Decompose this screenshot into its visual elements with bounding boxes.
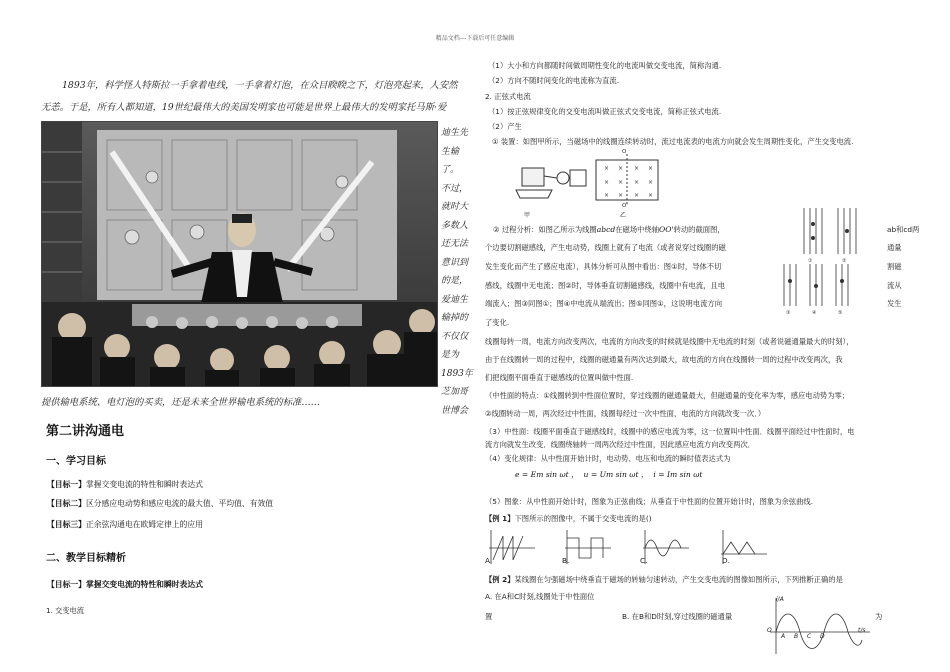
- para: 们把线圈平面垂直于磁感线的位置叫做中性面.: [485, 373, 634, 382]
- side-line: 不过，: [441, 183, 469, 194]
- svg-text:×: ×: [634, 192, 640, 199]
- goal-2: [47, 498, 273, 509]
- example-text: 某线圈在匀强磁场中绕垂直于磁场的转轴匀速转动，产生交变电流的图像如图所示，下列推断正确的是: [514, 575, 843, 584]
- goal-text: 正余弦沟通电在欧姆定律上的应用: [85, 520, 203, 529]
- instantaneous-formula: e = Em sin ωt ， u = Um sin ωt ， i = Im sin ωt: [515, 470, 703, 479]
- svg-text:×: ×: [648, 165, 654, 172]
- para: 2. 正弦式电流: [485, 92, 531, 101]
- side-line: 的是，: [441, 276, 469, 286]
- axis-label-o: O: [622, 149, 627, 155]
- side-word: 发生: [887, 299, 902, 308]
- svg-text:×: ×: [618, 179, 624, 186]
- axis-label-o-prime: O': [622, 203, 628, 209]
- example-2-option-b-cont: 为: [875, 612, 883, 621]
- intro-line-2: 无恙。于是，所有人都知道，19世纪最伟大的美国发明家也可能是世界上最伟大的发明家托马斯·爱: [41, 102, 447, 113]
- para: 线圈每转一周，电流方向改变两次，电流的方向改变的时候就是线圈中无电流的时刻（或者说磁通量最大的时刻），: [485, 337, 854, 346]
- para: [493, 225, 725, 235]
- field-diagrams: [778, 206, 862, 318]
- origin-o: O: [767, 627, 772, 634]
- goal-text: 掌握交变电流的特性和瞬时表达式: [85, 480, 203, 489]
- para: 端流入；图③同图①；图④中电流从端流出；图⑤同图①，这说明电流方向: [485, 299, 723, 308]
- svg-text:×: ×: [648, 179, 654, 186]
- goal-1: [47, 479, 203, 490]
- svg-text:×: ×: [634, 165, 640, 172]
- point-b: B: [794, 633, 799, 640]
- page-header: 精品文档---下载后可任意编辑: [435, 35, 515, 42]
- para: （1）按正弦规律变化的交变电流叫做正弦式交变电流，简称正弦式电流.: [488, 107, 722, 116]
- side-line: 是为: [441, 350, 460, 360]
- side-word: 流从: [887, 281, 902, 290]
- goal-text: 区分感应电动势和感应电流的最大值、平均值、有效值: [85, 499, 274, 508]
- side-line: 芝加哥: [441, 387, 469, 397]
- generator-figure: [508, 150, 668, 214]
- para: ②线圈转动一周，两次经过中性面，线圈每经过一次中性面，电流的方向就改变一次．）: [485, 409, 766, 418]
- para: （中性面的特点：①线圈转到中性面位置时，穿过线圈的磁通量最大，但磁通量的变化率为零，感应电动势为零；: [485, 391, 850, 400]
- axis-i: i/A: [776, 596, 784, 603]
- side-line: 世博会: [441, 405, 469, 416]
- section-learning-goals: 一、学习目标: [46, 456, 106, 467]
- side-line: 迪生先: [441, 128, 469, 138]
- para: （2）产生: [488, 122, 522, 131]
- example-1: [485, 514, 652, 524]
- svg-text:×: ×: [648, 192, 654, 199]
- svg-text:⑤: ⑤: [838, 310, 843, 316]
- intro-bottom-line: 提供输电系统、电灯泡的买卖，还是未来全世界输电系统的标准……: [41, 397, 320, 408]
- intro-line-1: 1893年，科学怪人特斯拉一手拿着电线，一手拿着灯泡，在众目睽睽之下，灯泡亮起来，人安然: [62, 80, 458, 91]
- goal-1-heading: 【目标一】掌握交变电流的特性和瞬时表达式: [47, 580, 203, 589]
- para: 了变化.: [485, 318, 510, 327]
- side-line: 就时大: [441, 202, 469, 212]
- text: ② 过程分析：如图乙所示为线圈: [493, 225, 597, 234]
- point-c: C: [807, 633, 812, 640]
- generator-diagram: [508, 150, 668, 214]
- figure-label-yi: 乙: [620, 212, 627, 219]
- engraving-image: [42, 122, 437, 386]
- goal-tag: 【目标二】: [47, 499, 86, 508]
- svg-text:×: ×: [604, 165, 610, 172]
- option-c: C.: [640, 556, 648, 565]
- option-b: B.: [562, 556, 570, 565]
- para: （3）中性面：线圈平面垂直于磁感线时，线圈中的感应电流为零，这一位置叫中性面．线圈平面经过中性面时，电: [485, 427, 855, 436]
- para: （1）大小和方向都随时间做周期性变化的电流叫做交变电流，简称沟通.: [488, 61, 722, 70]
- side-word: 割磁: [887, 262, 902, 271]
- example-tag: 【例 2】: [485, 575, 515, 584]
- intro-side-column: [441, 124, 473, 420]
- para: 由于在线圈转一周的过程中，线圈的磁通量有两次达到最大，故电流的方向在线圈转一周的过程中改变两次，我: [485, 355, 843, 364]
- svg-text:③: ③: [786, 310, 791, 316]
- example-2-option-a-cont: 置: [485, 612, 493, 621]
- para: （5）图象：从中性面开始计时，图象为正弦曲线；从垂直于中性面的位置开始计时，图象为余弦曲线.: [485, 497, 814, 506]
- lesson-title: 第二讲沟通电: [46, 424, 125, 439]
- side-line: 1893年: [441, 368, 473, 379]
- item-alternating-current: 1. 交变电流: [46, 606, 84, 615]
- para: 感线，线圈中无电流；图②时，导体垂直切割磁感线，线圈中有电流，且电: [485, 281, 726, 290]
- example-2-option-b: B. 在B和D时刻,穿过线圈的磁通量: [622, 612, 733, 621]
- section-analysis: 二、教学目标精析: [46, 553, 126, 564]
- text: 在磁场中绕轴: [615, 225, 660, 234]
- para: （2）方向不随时间变化的电流称为直流.: [488, 76, 620, 85]
- side-line: 输掉的: [441, 313, 469, 323]
- example-2-graph: [762, 596, 872, 656]
- para: 发生变化而产生了感应电流），具体分析可从图中看出：图①时，导体不切: [485, 262, 722, 271]
- svg-text:×: ×: [618, 165, 624, 172]
- figure-label-jia: 甲: [524, 212, 531, 219]
- axis-t: t/s: [858, 627, 866, 634]
- tesla-lecture-illustration: [41, 121, 438, 387]
- point-d: D: [820, 633, 825, 640]
- example-2-option-a: A. 在A和C时刻,线圈处于中性面位: [485, 592, 595, 601]
- svg-text:①: ①: [808, 258, 813, 264]
- svg-text:×: ×: [604, 179, 610, 186]
- side-line: 意识到: [441, 257, 469, 268]
- svg-text:×: ×: [604, 192, 610, 199]
- field-lines-diagram: [778, 206, 862, 318]
- svg-text:②: ②: [842, 258, 847, 264]
- side-line: 还无法: [441, 239, 469, 249]
- para: ① 装置：如图甲所示，当磁场中的线圈连续转动时，流过电流表的电流方向就会发生周期性变化，产生交变电流.: [492, 137, 854, 146]
- side-word: 通量: [887, 243, 902, 252]
- formula-oo: OO': [659, 225, 674, 234]
- waveform-graphs: [485, 526, 785, 568]
- goal-3: [47, 519, 203, 530]
- formula-abcd: abcd: [596, 225, 616, 234]
- example-2: [485, 575, 843, 585]
- option-a: A.: [485, 556, 493, 565]
- example-tag: 【例 1】: [485, 514, 515, 523]
- option-d: D.: [722, 556, 730, 565]
- goal-tag: 【目标一】: [47, 480, 86, 489]
- side-line: 多数人: [441, 220, 469, 231]
- svg-text:×: ×: [634, 179, 640, 186]
- goal-tag: 【目标三】: [47, 520, 86, 529]
- side-line: 生输了。: [441, 146, 460, 175]
- side-line: 不仅仅: [441, 331, 469, 342]
- sine-graph: [762, 596, 872, 656]
- text: 转动的截面图，: [673, 225, 725, 234]
- svg-text:×: ×: [618, 192, 624, 199]
- para: 个边要切割磁感线，产生电动势，线圈上就有了电流（或者说穿过线圈的磁: [485, 243, 726, 252]
- side-line: 爱迪生: [441, 294, 469, 305]
- side-word: ab和cd两: [887, 225, 920, 234]
- example-1-graphs: [485, 526, 785, 568]
- svg-text:④: ④: [812, 310, 817, 316]
- example-text: 下图所示的图像中，不属于交变电流的是(): [514, 514, 652, 523]
- para: （4）变化规律：从中性面开始计时，电动势、电压和电流的瞬时值表达式为: [485, 454, 731, 463]
- point-a: A: [781, 633, 786, 640]
- para: 流方向就发生改变．线圈绕轴转一周两次经过中性面，因此感应电流方向改变两次．: [485, 440, 755, 449]
